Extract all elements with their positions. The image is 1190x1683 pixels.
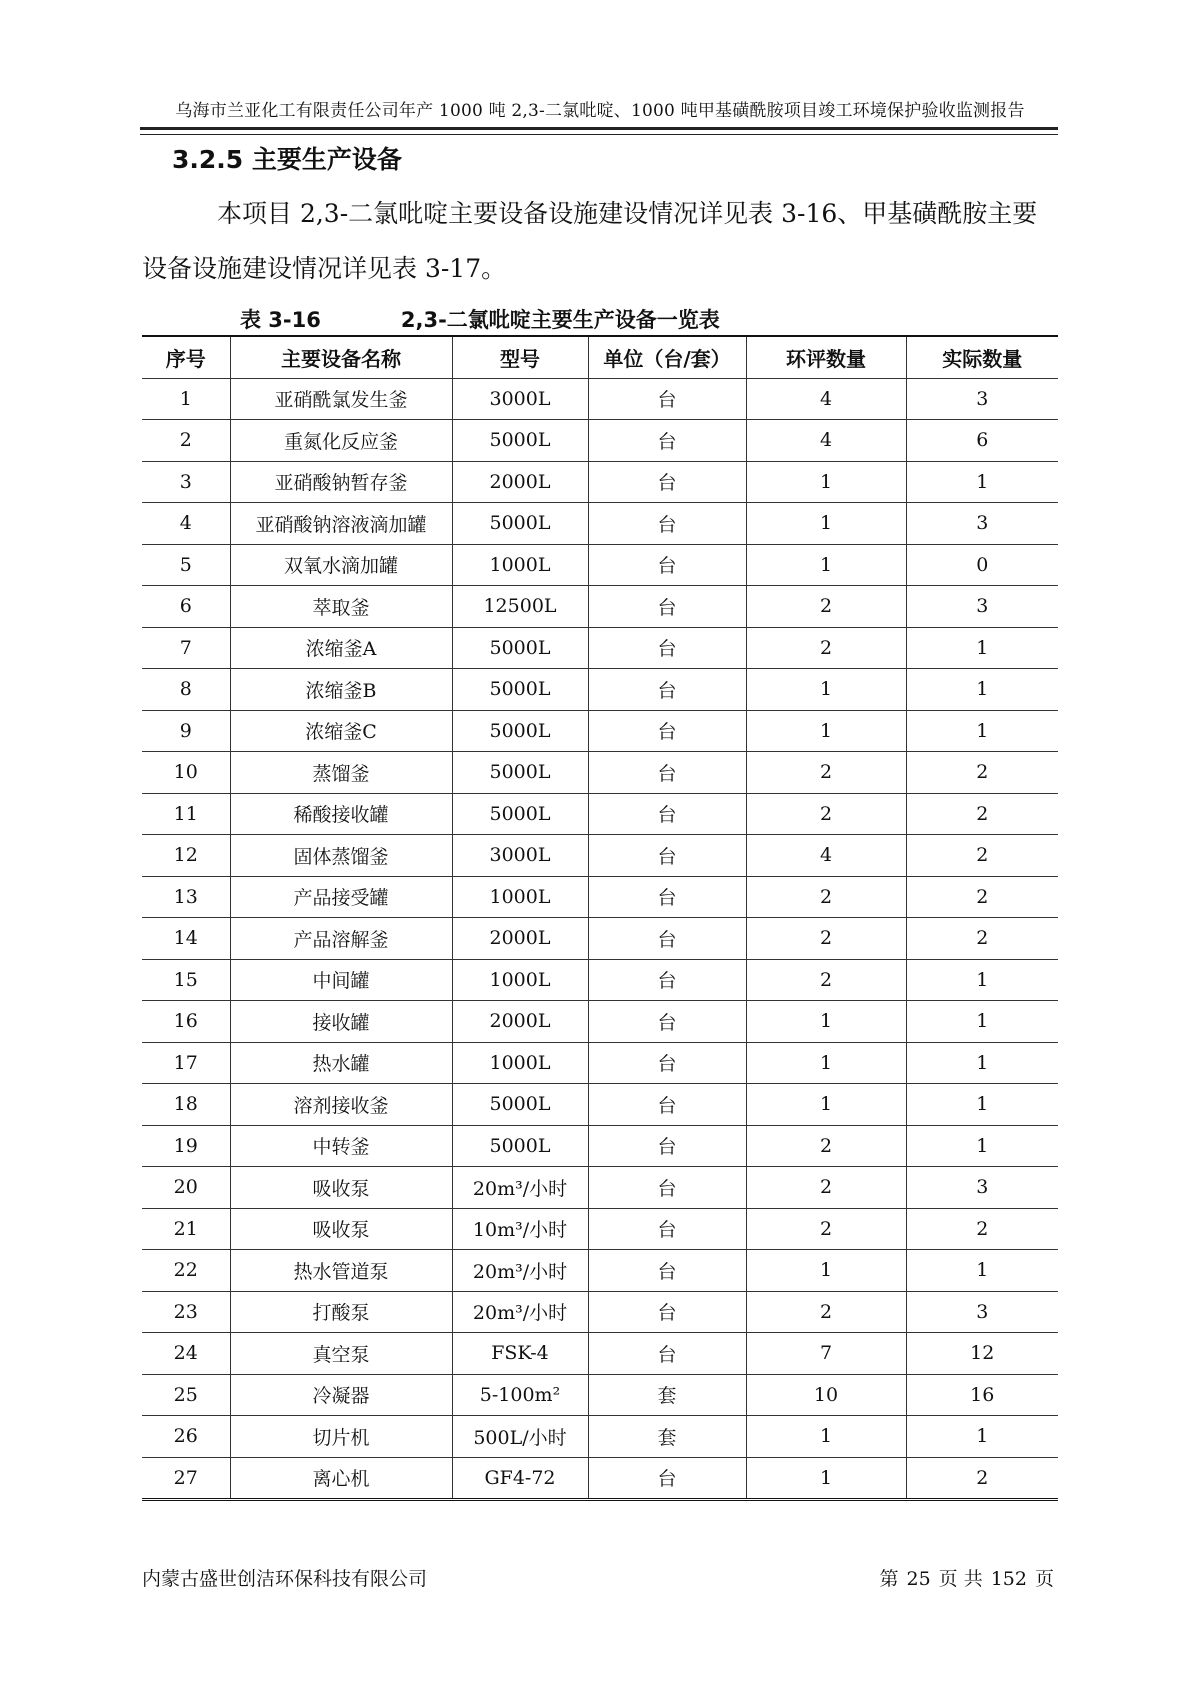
unit-cell: 台 xyxy=(588,461,746,503)
unit-cell: 台 xyxy=(588,918,746,960)
actual-quantity-cell: 2 xyxy=(906,918,1058,960)
unit-cell: 台 xyxy=(588,1084,746,1126)
equipment-name-cell: 产品溶解釜 xyxy=(230,918,452,960)
actual-quantity-cell: 1 xyxy=(906,1250,1058,1292)
table-row xyxy=(142,1167,1058,1209)
unit-cell: 台 xyxy=(588,420,746,462)
model-cell: 1000L xyxy=(452,959,588,1001)
model-cell: 5000L xyxy=(452,669,588,711)
eia-quantity-cell: 2 xyxy=(746,876,906,918)
model-cell: 12500L xyxy=(452,586,588,628)
model-cell: 1000L xyxy=(452,1042,588,1084)
table-row xyxy=(142,1084,1058,1126)
actual-quantity-cell: 2 xyxy=(906,876,1058,918)
row-number-cell: 12 xyxy=(142,835,230,877)
eia-quantity-cell: 1 xyxy=(746,1042,906,1084)
equipment-name-cell: 中转釜 xyxy=(230,1125,452,1167)
header-cell: 环评数量 xyxy=(746,336,906,378)
model-cell: 2000L xyxy=(452,1001,588,1043)
eia-quantity-cell: 2 xyxy=(746,793,906,835)
eia-quantity-cell: 2 xyxy=(746,1167,906,1209)
equipment-name-cell: 热水罐 xyxy=(230,1042,452,1084)
row-number-cell: 6 xyxy=(142,586,230,628)
equipment-name-cell: 溶剂接收釜 xyxy=(230,1084,452,1126)
table-row xyxy=(142,1125,1058,1167)
eia-quantity-cell: 2 xyxy=(746,1291,906,1333)
row-number-cell: 18 xyxy=(142,1084,230,1126)
unit-cell: 台 xyxy=(588,1001,746,1043)
header-cell: 单位（台/套） xyxy=(588,336,746,378)
table-row xyxy=(142,835,1058,877)
table-row xyxy=(142,1291,1058,1333)
equipment-name-cell: 打酸泵 xyxy=(230,1291,452,1333)
header-cell: 序号 xyxy=(142,336,230,378)
unit-cell: 台 xyxy=(588,876,746,918)
equipment-name-cell: 中间罐 xyxy=(230,959,452,1001)
model-cell: 10m³/小时 xyxy=(452,1208,588,1250)
row-number-cell: 5 xyxy=(142,544,230,586)
section-heading: 3.2.5 主要生产设备 xyxy=(172,145,402,174)
paragraph-text: 本项目 2,3-二氯吡啶主要设备设施建设情况详见表 3-16、甲基磺酰胺主要设备设施建设情况详见表 3-17。 xyxy=(142,199,1038,283)
unit-cell: 台 xyxy=(588,1333,746,1375)
table-header-row xyxy=(142,336,1058,378)
actual-quantity-cell: 3 xyxy=(906,378,1058,420)
unit-cell: 台 xyxy=(588,793,746,835)
row-number-cell: 8 xyxy=(142,669,230,711)
model-cell: 3000L xyxy=(452,835,588,877)
actual-quantity-cell: 6 xyxy=(906,420,1058,462)
actual-quantity-cell: 1 xyxy=(906,710,1058,752)
unit-cell: 台 xyxy=(588,378,746,420)
row-number-cell: 11 xyxy=(142,793,230,835)
table-row xyxy=(142,959,1058,1001)
table-row xyxy=(142,586,1058,628)
actual-quantity-cell: 1 xyxy=(906,1001,1058,1043)
model-cell: 1000L xyxy=(452,544,588,586)
table-row xyxy=(142,669,1058,711)
model-cell: 3000L xyxy=(452,378,588,420)
row-number-cell: 7 xyxy=(142,627,230,669)
row-number-cell: 4 xyxy=(142,503,230,545)
row-number-cell: 14 xyxy=(142,918,230,960)
table-row xyxy=(142,752,1058,794)
equipment-name-cell: 浓缩釜A xyxy=(230,627,452,669)
actual-quantity-cell: 0 xyxy=(906,544,1058,586)
header-cell: 实际数量 xyxy=(906,336,1058,378)
table-row xyxy=(142,503,1058,545)
unit-cell: 台 xyxy=(588,959,746,1001)
model-cell: 5000L xyxy=(452,793,588,835)
model-cell: 5000L xyxy=(452,752,588,794)
equipment-name-cell: 浓缩釜B xyxy=(230,669,452,711)
row-number-cell: 20 xyxy=(142,1167,230,1209)
eia-quantity-cell: 4 xyxy=(746,420,906,462)
unit-cell: 台 xyxy=(588,1167,746,1209)
page-prefix: 第 xyxy=(879,1568,899,1590)
equipment-name-cell: 吸收泵 xyxy=(230,1167,452,1209)
table-row xyxy=(142,1416,1058,1458)
equipment-name-cell: 蒸馏釜 xyxy=(230,752,452,794)
eia-quantity-cell: 1 xyxy=(746,1250,906,1292)
row-number-cell: 22 xyxy=(142,1250,230,1292)
footer-company: 内蒙古盛世创洁环保科技有限公司 xyxy=(142,1568,428,1590)
model-cell: 5-100m² xyxy=(452,1374,588,1416)
eia-quantity-cell: 1 xyxy=(746,669,906,711)
table-row xyxy=(142,876,1058,918)
unit-cell: 台 xyxy=(588,1042,746,1084)
unit-cell: 台 xyxy=(588,544,746,586)
actual-quantity-cell: 2 xyxy=(906,835,1058,877)
eia-quantity-cell: 2 xyxy=(746,1125,906,1167)
model-cell: 20m³/小时 xyxy=(452,1291,588,1333)
table-row xyxy=(142,461,1058,503)
eia-quantity-cell: 2 xyxy=(746,959,906,1001)
unit-cell: 套 xyxy=(588,1416,746,1458)
row-number-cell: 26 xyxy=(142,1416,230,1458)
row-number-cell: 21 xyxy=(142,1208,230,1250)
model-cell: 2000L xyxy=(452,918,588,960)
footer-page-indicator xyxy=(875,1564,1058,1591)
table-row xyxy=(142,1208,1058,1250)
eia-quantity-cell: 4 xyxy=(746,378,906,420)
page-suffix: 页 xyxy=(1034,1568,1054,1590)
equipment-name-cell: 冷凝器 xyxy=(230,1374,452,1416)
unit-cell: 台 xyxy=(588,503,746,545)
page-header: 乌海市兰亚化工有限责任公司年产 1000 吨 2,3-二氯吡啶、1000 吨甲基磺酰胺项目竣工环境保护验收监测报告 xyxy=(175,101,1025,121)
actual-quantity-cell: 1 xyxy=(906,1042,1058,1084)
model-cell: 1000L xyxy=(452,876,588,918)
actual-quantity-cell: 2 xyxy=(906,793,1058,835)
header-cell: 主要设备名称 xyxy=(230,336,452,378)
table-row xyxy=(142,918,1058,960)
header-divider xyxy=(140,127,1058,135)
actual-quantity-cell: 3 xyxy=(906,1167,1058,1209)
eia-quantity-cell: 2 xyxy=(746,918,906,960)
row-number-cell: 27 xyxy=(142,1457,230,1500)
eia-quantity-cell: 1 xyxy=(746,1001,906,1043)
row-number-cell: 10 xyxy=(142,752,230,794)
row-number-cell: 23 xyxy=(142,1291,230,1333)
unit-cell: 套 xyxy=(588,1374,746,1416)
table-row xyxy=(142,378,1058,420)
actual-quantity-cell: 1 xyxy=(906,627,1058,669)
model-cell: 2000L xyxy=(452,461,588,503)
actual-quantity-cell: 3 xyxy=(906,1291,1058,1333)
unit-cell: 台 xyxy=(588,627,746,669)
table-row xyxy=(142,420,1058,462)
actual-quantity-cell: 3 xyxy=(906,586,1058,628)
model-cell: 5000L xyxy=(452,627,588,669)
equipment-name-cell: 亚硝酸钠溶液滴加罐 xyxy=(230,503,452,545)
model-cell: 500L/小时 xyxy=(452,1416,588,1458)
table-row xyxy=(142,1374,1058,1416)
row-number-cell: 19 xyxy=(142,1125,230,1167)
actual-quantity-cell: 1 xyxy=(906,959,1058,1001)
row-number-cell: 1 xyxy=(142,378,230,420)
equipment-name-cell: 切片机 xyxy=(230,1416,452,1458)
eia-quantity-cell: 1 xyxy=(746,710,906,752)
page-total: 152 xyxy=(990,1568,1027,1590)
eia-quantity-cell: 1 xyxy=(746,1084,906,1126)
table-row xyxy=(142,710,1058,752)
actual-quantity-cell: 3 xyxy=(906,503,1058,545)
table-row xyxy=(142,1457,1058,1500)
row-number-cell: 16 xyxy=(142,1001,230,1043)
body-paragraph xyxy=(142,186,1060,296)
eia-quantity-cell: 1 xyxy=(746,461,906,503)
eia-quantity-cell: 1 xyxy=(746,1416,906,1458)
table-caption-number: 表 3-16 xyxy=(240,308,321,332)
table-row xyxy=(142,1333,1058,1375)
equipment-name-cell: 固体蒸馏釜 xyxy=(230,835,452,877)
page-number: 25 xyxy=(906,1568,931,1590)
model-cell: 20m³/小时 xyxy=(452,1167,588,1209)
actual-quantity-cell: 1 xyxy=(906,669,1058,711)
model-cell: GF4-72 xyxy=(452,1457,588,1500)
model-cell: 20m³/小时 xyxy=(452,1250,588,1292)
table-row xyxy=(142,544,1058,586)
eia-quantity-cell: 7 xyxy=(746,1333,906,1375)
table-row xyxy=(142,1250,1058,1292)
unit-cell: 台 xyxy=(588,586,746,628)
eia-quantity-cell: 1 xyxy=(746,503,906,545)
actual-quantity-cell: 2 xyxy=(906,1457,1058,1500)
unit-cell: 台 xyxy=(588,1208,746,1250)
equipment-name-cell: 双氧水滴加罐 xyxy=(230,544,452,586)
equipment-name-cell: 稀酸接收罐 xyxy=(230,793,452,835)
actual-quantity-cell: 2 xyxy=(906,752,1058,794)
unit-cell: 台 xyxy=(588,1250,746,1292)
row-number-cell: 15 xyxy=(142,959,230,1001)
model-cell: 5000L xyxy=(452,420,588,462)
model-cell: 5000L xyxy=(452,1125,588,1167)
equipment-name-cell: 接收罐 xyxy=(230,1001,452,1043)
actual-quantity-cell: 1 xyxy=(906,1125,1058,1167)
unit-cell: 台 xyxy=(588,835,746,877)
row-number-cell: 3 xyxy=(142,461,230,503)
actual-quantity-cell: 16 xyxy=(906,1374,1058,1416)
eia-quantity-cell: 1 xyxy=(746,1457,906,1500)
equipment-name-cell: 浓缩釜C xyxy=(230,710,452,752)
table-row xyxy=(142,1001,1058,1043)
equipment-table xyxy=(142,335,1058,1501)
unit-cell: 台 xyxy=(588,1291,746,1333)
row-number-cell: 17 xyxy=(142,1042,230,1084)
actual-quantity-cell: 1 xyxy=(906,1084,1058,1126)
eia-quantity-cell: 10 xyxy=(746,1374,906,1416)
unit-cell: 台 xyxy=(588,1125,746,1167)
equipment-name-cell: 热水管道泵 xyxy=(230,1250,452,1292)
equipment-name-cell: 吸收泵 xyxy=(230,1208,452,1250)
actual-quantity-cell: 1 xyxy=(906,461,1058,503)
header-cell: 型号 xyxy=(452,336,588,378)
eia-quantity-cell: 2 xyxy=(746,752,906,794)
eia-quantity-cell: 2 xyxy=(746,1208,906,1250)
eia-quantity-cell: 4 xyxy=(746,835,906,877)
equipment-name-cell: 离心机 xyxy=(230,1457,452,1500)
row-number-cell: 13 xyxy=(142,876,230,918)
equipment-name-cell: 重氮化反应釜 xyxy=(230,420,452,462)
row-number-cell: 9 xyxy=(142,710,230,752)
eia-quantity-cell: 1 xyxy=(746,544,906,586)
row-number-cell: 2 xyxy=(142,420,230,462)
eia-quantity-cell: 2 xyxy=(746,627,906,669)
equipment-name-cell: 亚硝酸钠暂存釜 xyxy=(230,461,452,503)
model-cell: 5000L xyxy=(452,710,588,752)
equipment-name-cell: 真空泵 xyxy=(230,1333,452,1375)
page-mid: 页 共 xyxy=(938,1568,983,1590)
table-row xyxy=(142,793,1058,835)
model-cell: FSK-4 xyxy=(452,1333,588,1375)
equipment-name-cell: 产品接受罐 xyxy=(230,876,452,918)
table-row xyxy=(142,1042,1058,1084)
equipment-name-cell: 亚硝酰氯发生釜 xyxy=(230,378,452,420)
equipment-name-cell: 萃取釜 xyxy=(230,586,452,628)
table-row xyxy=(142,627,1058,669)
eia-quantity-cell: 2 xyxy=(746,586,906,628)
row-number-cell: 25 xyxy=(142,1374,230,1416)
actual-quantity-cell: 12 xyxy=(906,1333,1058,1375)
unit-cell: 台 xyxy=(588,752,746,794)
model-cell: 5000L xyxy=(452,1084,588,1126)
unit-cell: 台 xyxy=(588,669,746,711)
model-cell: 5000L xyxy=(452,503,588,545)
table-caption-title: 2,3-二氯吡啶主要生产设备一览表 xyxy=(400,308,720,332)
table-caption xyxy=(240,304,720,334)
row-number-cell: 24 xyxy=(142,1333,230,1375)
unit-cell: 台 xyxy=(588,710,746,752)
unit-cell: 台 xyxy=(588,1457,746,1500)
actual-quantity-cell: 2 xyxy=(906,1208,1058,1250)
actual-quantity-cell: 1 xyxy=(906,1416,1058,1458)
